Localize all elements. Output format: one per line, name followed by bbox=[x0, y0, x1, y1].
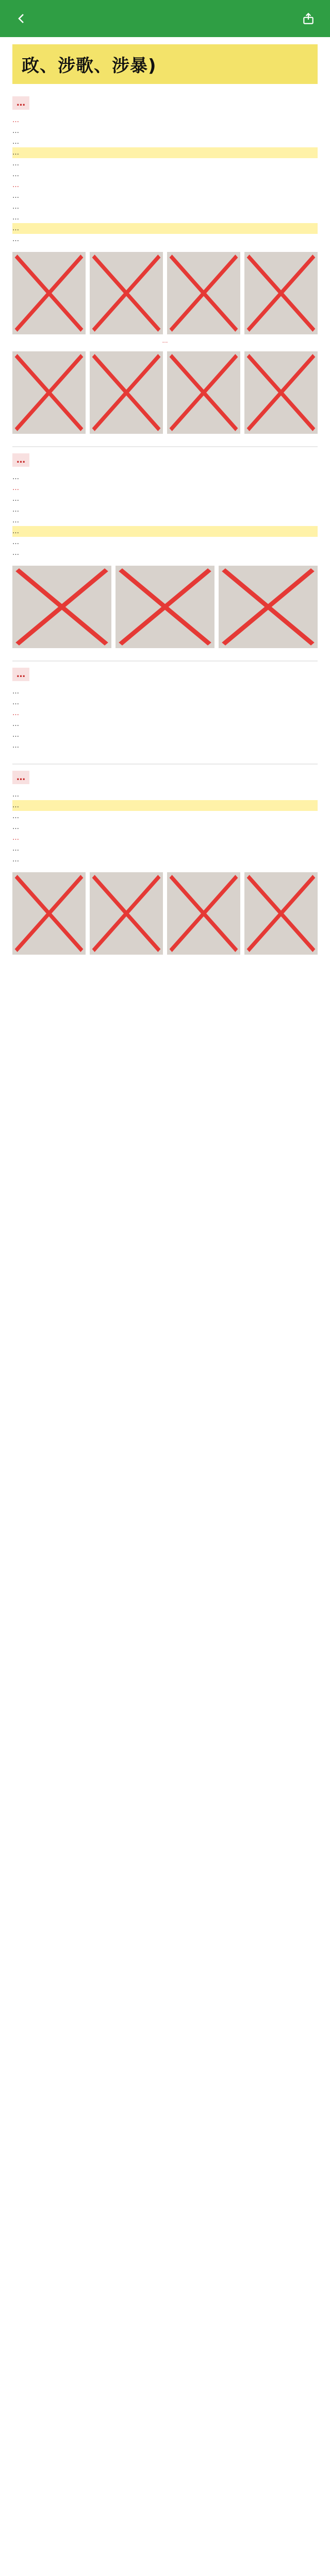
back-button[interactable] bbox=[11, 8, 32, 29]
section-heading: … bbox=[12, 668, 29, 681]
text-line: … bbox=[12, 549, 19, 557]
section bbox=[12, 96, 318, 434]
divider bbox=[12, 660, 318, 662]
prohibited-x-icon bbox=[167, 872, 240, 955]
top-bar bbox=[0, 0, 330, 37]
prohibited-x-icon bbox=[12, 252, 86, 334]
text-line: … bbox=[12, 495, 19, 503]
text-line: … bbox=[12, 116, 19, 124]
prohibited-x-icon bbox=[116, 566, 214, 648]
prohibited-x-icon bbox=[219, 566, 318, 648]
text-line: … bbox=[12, 688, 19, 696]
text-line: … bbox=[12, 235, 19, 243]
prohibited-x-icon bbox=[244, 351, 318, 434]
example-image bbox=[167, 872, 240, 955]
text-line: … bbox=[12, 791, 19, 799]
example-image-grid bbox=[12, 872, 318, 955]
example-image bbox=[116, 566, 214, 648]
text-line: … bbox=[12, 800, 318, 811]
text-line: … bbox=[12, 823, 19, 831]
example-image bbox=[12, 566, 111, 648]
example-image bbox=[12, 351, 86, 434]
divider bbox=[12, 446, 318, 447]
text-line: … bbox=[12, 538, 19, 546]
text-line: … bbox=[12, 742, 19, 750]
text-line: … bbox=[12, 484, 19, 492]
share-icon bbox=[302, 12, 315, 25]
text-line: … bbox=[12, 138, 19, 146]
example-image-grid bbox=[12, 252, 318, 334]
section-heading: … bbox=[12, 96, 29, 110]
document-body bbox=[0, 84, 330, 955]
text-line: … bbox=[12, 845, 19, 853]
text-line: … bbox=[12, 147, 318, 158]
text-line: … bbox=[12, 720, 19, 728]
example-image bbox=[90, 872, 163, 955]
text-line: … bbox=[12, 709, 19, 717]
chevron-left-icon bbox=[15, 12, 28, 25]
prohibited-x-icon bbox=[90, 872, 163, 955]
text-line: … bbox=[12, 856, 19, 863]
prohibited-x-icon bbox=[167, 351, 240, 434]
text-line: … bbox=[12, 517, 19, 524]
prohibited-x-icon bbox=[12, 566, 111, 648]
divider bbox=[12, 764, 318, 765]
example-image bbox=[167, 351, 240, 434]
share-button[interactable] bbox=[298, 8, 319, 29]
text-line: … bbox=[12, 699, 19, 706]
text-line: … bbox=[12, 834, 19, 842]
prohibited-x-icon bbox=[90, 252, 163, 334]
example-image bbox=[167, 252, 240, 334]
page-title: 政、涉歌、涉暴) bbox=[12, 44, 318, 84]
text-line: … bbox=[12, 181, 19, 189]
text-line: … bbox=[12, 223, 318, 234]
text-line: … bbox=[12, 506, 19, 514]
prohibited-x-icon bbox=[244, 252, 318, 334]
text-line: … bbox=[12, 526, 318, 537]
text-line: … bbox=[12, 160, 19, 167]
section-heading: … bbox=[12, 453, 29, 467]
text-line: … bbox=[12, 812, 19, 820]
example-image bbox=[244, 351, 318, 434]
example-image bbox=[244, 872, 318, 955]
text-line: … bbox=[12, 171, 19, 178]
text-line: … bbox=[12, 473, 19, 481]
example-caption: … bbox=[162, 337, 168, 344]
prohibited-x-icon bbox=[12, 351, 86, 434]
example-image bbox=[90, 252, 163, 334]
example-image bbox=[90, 351, 163, 434]
prohibited-x-icon bbox=[12, 872, 86, 955]
prohibited-x-icon bbox=[90, 351, 163, 434]
example-image bbox=[219, 566, 318, 648]
text-line: … bbox=[12, 214, 19, 222]
text-line: … bbox=[12, 192, 19, 200]
text-line: … bbox=[12, 203, 19, 211]
section bbox=[12, 771, 318, 955]
example-image bbox=[12, 252, 86, 334]
example-image-grid bbox=[12, 566, 318, 648]
prohibited-x-icon bbox=[167, 252, 240, 334]
text-line: … bbox=[12, 127, 19, 135]
section bbox=[12, 453, 318, 648]
example-image-grid bbox=[12, 351, 318, 434]
prohibited-x-icon bbox=[244, 872, 318, 955]
section-heading: … bbox=[12, 771, 29, 784]
example-image bbox=[244, 252, 318, 334]
section bbox=[12, 668, 318, 751]
example-image bbox=[12, 872, 86, 955]
text-line: … bbox=[12, 731, 19, 739]
